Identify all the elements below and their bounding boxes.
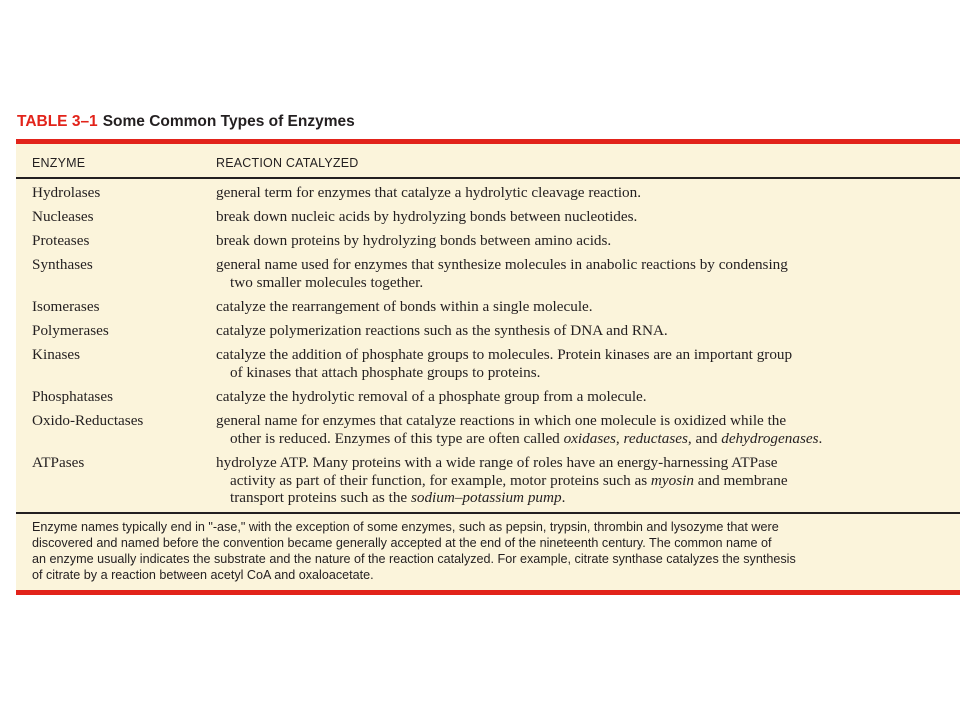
bottom-red-rule [16,590,960,595]
reaction-line: catalyze polymerization reactions such as the synthesis of DNA and RNA. [216,321,668,339]
table-row [16,256,960,292]
enzyme-name: Proteases [32,231,90,249]
enzyme-name: Oxido-Reductases [32,411,144,429]
reaction-line: catalyze the addition of phosphate groups to molecules. Protein kinases are an important group [216,345,793,363]
reaction-line: general name used for enzymes that synthesize molecules in anabolic reactions by condensing [216,255,788,273]
reaction-description [216,388,932,406]
table-row [16,388,960,406]
reaction-line: two smaller molecules together. [230,273,424,291]
reaction-description [216,412,932,448]
table-row [16,298,960,316]
reaction-description [216,256,932,292]
table-row [16,346,960,382]
enzyme-table [16,113,960,595]
table-title: Some Common Types of Enzymes [102,113,355,130]
reaction-line: catalyze the rearrangement of bonds within a single molecule. [216,297,593,315]
table-row [16,208,960,226]
table-row [16,454,960,507]
reaction-line: general term for enzymes that catalyze a hydrolytic cleavage reaction. [216,183,642,201]
table-number: TABLE 3–1 [17,113,98,130]
reaction-description [216,346,932,382]
reaction-description [216,208,932,226]
reaction-line: transport proteins such as the sodium–potassium pump. [230,489,566,507]
reaction-line: break down proteins by hydrolyzing bonds between amino acids. [216,231,612,249]
enzyme-name: ATPases [32,453,85,471]
table-body [16,179,960,513]
table-row [16,412,960,448]
reaction-description [216,454,932,507]
footnote-line: Enzyme names typically end in "-ase," with the exception of some enzymes, such as pepsin, trypsin, thrombin and lysozyme that were [32,519,779,534]
table-panel [16,144,960,590]
enzyme-name: Polymerases [32,321,109,339]
enzyme-name: Synthases [32,255,93,273]
header-reaction-catalyzed: REACTION CATALYZED [216,156,359,170]
footnote-line: of citrate by a reaction between acetyl CoA and oxaloacetate. [32,567,374,582]
table-row [16,184,960,202]
reaction-description [216,322,932,340]
reaction-line: general name for enzymes that catalyze reactions in which one molecule is oxidized while the [216,411,787,429]
table-caption [16,113,960,139]
reaction-line: activity as part of their function, for example, motor proteins such as myosin and membrane [230,471,788,489]
reaction-description [216,298,932,316]
footnote-line: an enzyme usually indicates the substrate and the nature of the reaction catalyzed. For example, citrate synthase catalyzes the synthesis [32,551,796,566]
reaction-line: hydrolyze ATP. Many proteins with a wide range of roles have an energy-harnessing ATPase [216,453,778,471]
reaction-line: of kinases that attach phosphate groups to proteins. [230,363,541,381]
enzyme-name: Isomerases [32,297,100,315]
header-row [16,144,960,177]
table-footnote [16,514,960,590]
header-enzyme: ENZYME [32,156,86,170]
enzyme-name: Phosphatases [32,387,113,405]
enzyme-name: Kinases [32,345,81,363]
enzyme-name: Hydrolases [32,183,101,201]
enzyme-name: Nucleases [32,207,94,225]
reaction-line: other is reduced. Enzymes of this type are often called oxidases, reductases, and dehydrogenases. [230,429,823,447]
reaction-description [216,232,932,250]
reaction-line: break down nucleic acids by hydrolyzing bonds between nucleotides. [216,207,638,225]
reaction-description [216,184,932,202]
footnote-line: discovered and named before the convention became generally accepted at the end of the nineteenth century. The common name of [32,535,772,550]
reaction-line: catalyze the hydrolytic removal of a phosphate group from a molecule. [216,387,647,405]
table-row [16,232,960,250]
table-row [16,322,960,340]
